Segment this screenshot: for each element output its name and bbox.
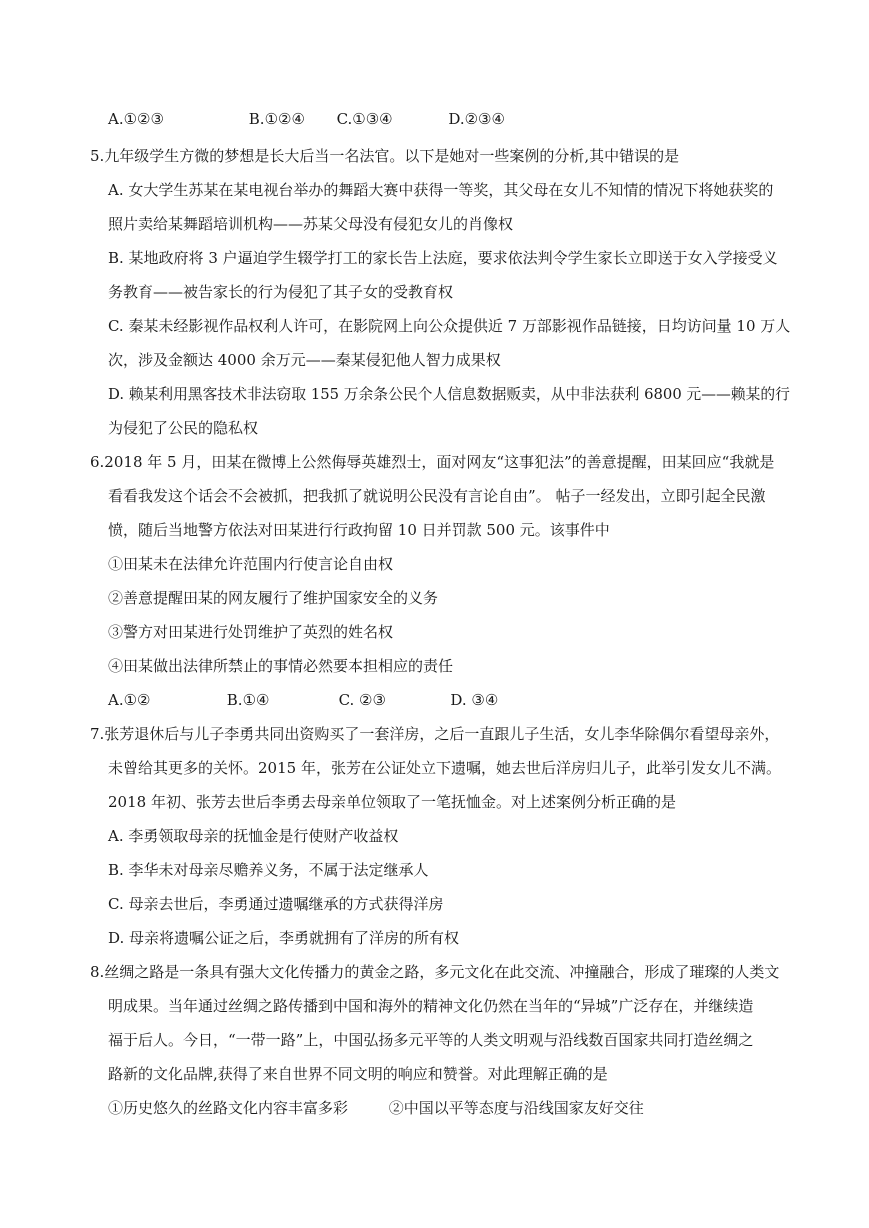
q8-stem-line2: 明成果。当年通过丝绸之路传播到中国和海外的精神文化仍然在当年的“异城”广泛存在，并继续造: [108, 997, 754, 1015]
q5-option-d-line1: D. 赖某利用黑客技术非法窃取 155 万余条公民个人信息数据贩卖，从中非法获利 6800 元——赖某的行: [108, 385, 790, 403]
prev-question-options: [108, 109, 505, 129]
option-b: B.①④: [226, 691, 270, 709]
q6-stem-line2: 看看我发这个话会不会被抓，把我抓了就说明公民没有言论自由”。 帖子一经发出，立即引起全民激: [108, 487, 766, 505]
q6-options: [108, 690, 498, 710]
q7-stem-line1: 7.张芳退休后与儿子李勇共同出资购买了一套洋房，之后一直跟儿子生活，女儿李华除偶尔看望母亲外，: [90, 725, 780, 743]
q8-statements: [108, 1098, 644, 1118]
option-c: C.①③④: [336, 110, 393, 128]
q8-statement-2: ②中国以平等态度与沿线国家友好交往: [388, 1099, 644, 1117]
q5-option-b-line1: B. 某地政府将 3 户逼迫学生辍学打工的家长告上法庭，要求依法判令学生家长立即送于女入学接受义: [108, 249, 778, 267]
q6-statement-4: ④田某做出法律所禁止的事情必然要本担相应的责任: [108, 657, 454, 675]
q8-stem-line1: 8.丝绸之路是一条具有强大文化传播力的黄金之路，多元文化在此交流、冲撞融合，形成了璀璨的人类文: [90, 963, 780, 981]
q8-stem-line3: 福于后人。今日，“一带一路”上，中国弘扬多元平等的人类文明观与沿线数百国家共同打造丝绸之: [108, 1031, 754, 1049]
option-a: A.①②: [108, 691, 151, 709]
q8-statement-1: ①历史悠久的丝路文化内容丰富多彩: [108, 1099, 349, 1117]
q5-option-c-line1: C. 秦某未经影视作品权利人许可，在影院网上向公众提供近 7 万部影视作品链接，日均访问量 10 万人: [108, 317, 791, 335]
q7-option-b: B. 李华未对母亲尽赡养义务，不属于法定继承人: [108, 861, 429, 879]
q5-option-a-line2: 照片卖给某舞蹈培训机构——苏某父母没有侵犯女儿的肖像权: [108, 215, 514, 233]
option-b: B.①②④: [248, 110, 305, 128]
q5-option-a-line1: A. 女大学生苏某在某电视台举办的舞蹈大赛中获得一等奖，其父母在女儿不知情的情况下将她获奖的: [108, 181, 774, 199]
q7-stem-line3: 2018 年初、张芳去世后李勇去母亲单位领取了一笔抚恤金。对上述案例分析正确的是: [108, 793, 676, 811]
q6-stem-line1: 6.2018 年 5 月，田某在微博上公然侮辱英雄烈士，面对网友“这事犯法”的善意提醒，田某回应“我就是: [90, 453, 775, 471]
q5-option-b-line2: 务教育——被告家长的行为侵犯了其子女的受教育权: [108, 283, 454, 301]
option-d: D. ③④: [450, 691, 499, 709]
q7-option-c: C. 母亲去世后，李勇通过遗嘱继承的方式获得洋房: [108, 895, 444, 913]
q7-option-a: A. 李勇领取母亲的抚恤金是行使财产收益权: [108, 827, 399, 845]
q5-stem: 5.九年级学生方微的梦想是长大后当一名法官。以下是她对一些案例的分析,其中错误的是: [90, 147, 680, 165]
q5-option-c-line2: 次，涉及金额达 4000 余万元——秦某侵犯他人智力成果权: [108, 351, 501, 369]
q5-option-d-line2: 为侵犯了公民的隐私权: [108, 419, 259, 437]
q6-stem-line3: 愤，随后当地警方依法对田某进行行政拘留 10 日并罚款 500 元。该事件中: [108, 521, 610, 539]
q6-statement-2: ②善意提醒田某的网友履行了维护国家安全的义务: [108, 589, 439, 607]
option-d: D.②③④: [448, 110, 505, 128]
q7-stem-line2: 未曾给其更多的关怀。2015 年，张芳在公证处立下遗嘱，她去世后洋房归儿子，此举引发女儿不满。: [108, 759, 781, 777]
q7-option-d: D. 母亲将遗嘱公证之后，李勇就拥有了洋房的所有权: [108, 929, 460, 947]
q6-statement-3: ③警方对田某进行处罚维护了英烈的姓名权: [108, 623, 394, 641]
q8-stem-line4: 路新的文化品牌,获得了来自世界不同文明的响应和赞誉。对此理解正确的是: [108, 1065, 608, 1083]
q6-statement-1: ①田某未在法律允许范围内行使言论自由权: [108, 555, 394, 573]
option-c: C. ②③: [338, 691, 386, 709]
option-a: A.①②③: [108, 110, 164, 128]
